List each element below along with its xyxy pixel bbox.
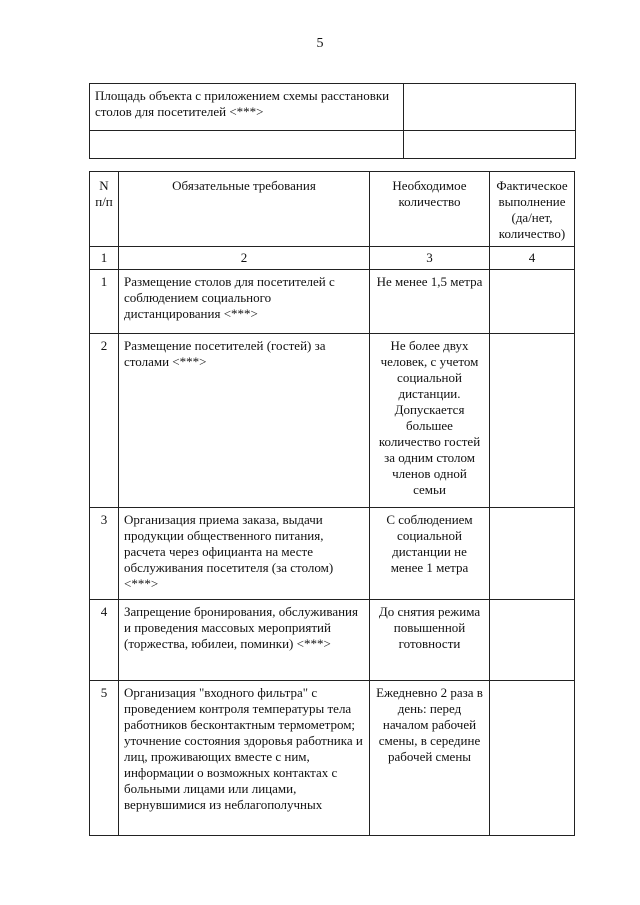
- row-number: 4: [90, 600, 119, 681]
- row-number: 1: [90, 270, 119, 334]
- area-value-cell[interactable]: [404, 84, 576, 131]
- table-row: [90, 270, 575, 334]
- page-number: 5: [316, 36, 324, 51]
- header-requirements: Обязательные требования: [119, 172, 370, 247]
- header-actual: Фактическое выполнение (да/нет, количество): [490, 172, 575, 247]
- row-number: 2: [90, 334, 119, 508]
- area-empty-right-cell[interactable]: [404, 131, 576, 159]
- row-actual[interactable]: [490, 508, 575, 600]
- row-actual[interactable]: [490, 681, 575, 836]
- row-quantity: С соблюдением социальной дистанции не менее 1 метра: [370, 508, 490, 600]
- row-quantity: Не более двух человек, с учетом социальной дистанции. Допускается большее количество гостей за одним столом членов одной семьи: [370, 334, 490, 508]
- area-label-cell: Площадь объекта с приложением схемы расстановки столов для посетителей <***>: [90, 84, 404, 131]
- column-number-3: 3: [370, 247, 490, 270]
- row-quantity: До снятия режима повышенной готовности: [370, 600, 490, 681]
- table-row: [90, 681, 575, 836]
- area-row: [90, 84, 576, 131]
- table-row: [90, 600, 575, 681]
- row-requirement: Организация "входного фильтра" с проведением контроля температуры тела работников бесконтактным термометром; уточнение состояния здоровья работника и лиц, проживающих вместе с ним, информации о возможных контактах с больными лицами или лицами, вернувшимися из неблагополучных: [119, 681, 370, 836]
- row-actual[interactable]: [490, 334, 575, 508]
- requirements-table: [89, 171, 575, 836]
- column-number-1: 1: [90, 247, 119, 270]
- header-quantity: Необходимое количество: [370, 172, 490, 247]
- row-requirement: Размещение посетителей (гостей) за столами <***>: [119, 334, 370, 508]
- area-empty-row: [90, 131, 576, 159]
- row-requirement: Запрещение бронирования, обслуживания и проведения массовых мероприятий (торжества, юбилеи, поминки) <***>: [119, 600, 370, 681]
- header-row: [90, 172, 575, 247]
- area-empty-left-cell[interactable]: [90, 131, 404, 159]
- table-row: [90, 334, 575, 508]
- row-requirement: Организация приема заказа, выдачи продукции общественного питания, расчета через официанта на месте обслуживания посетителя (за столом) <***>: [119, 508, 370, 600]
- column-number-row: [90, 247, 575, 270]
- table-row: [90, 508, 575, 600]
- row-quantity: Не менее 1,5 метра: [370, 270, 490, 334]
- row-quantity: Ежедневно 2 раза в день: перед началом рабочей смены, в середине рабочей смены: [370, 681, 490, 836]
- column-number-4: 4: [490, 247, 575, 270]
- row-requirement: Размещение столов для посетителей с соблюдением социального дистанцирования <***>: [119, 270, 370, 334]
- row-number: 3: [90, 508, 119, 600]
- header-num: N п/п: [90, 172, 119, 247]
- area-table: [89, 83, 576, 159]
- row-number: 5: [90, 681, 119, 836]
- column-number-2: 2: [119, 247, 370, 270]
- row-actual[interactable]: [490, 270, 575, 334]
- row-actual[interactable]: [490, 600, 575, 681]
